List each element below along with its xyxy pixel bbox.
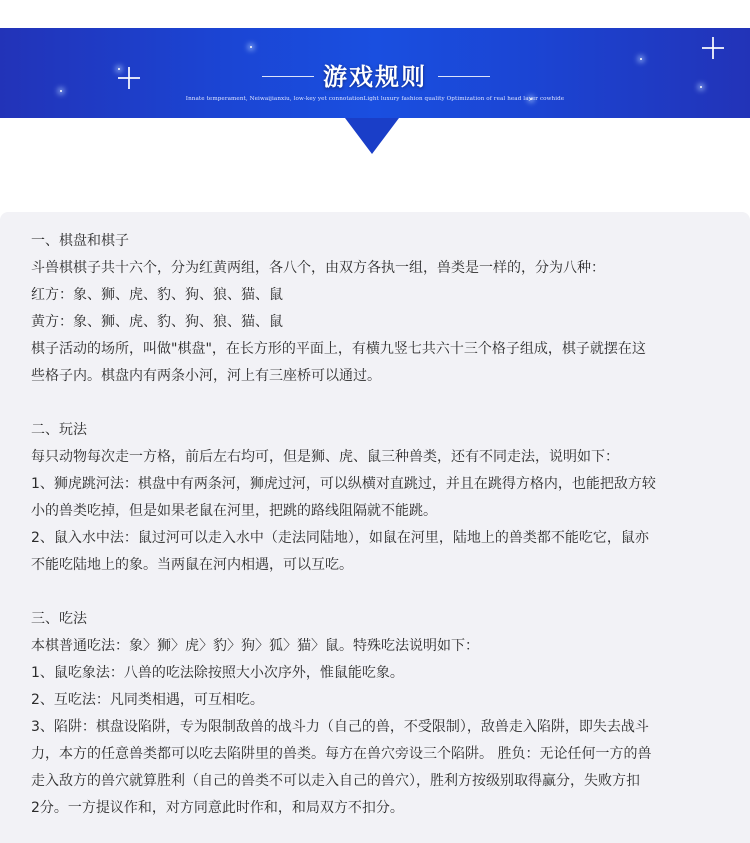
rule-line: 1、狮虎跳河法：棋盘中有两条河，狮虎过河，可以纵横对直跳过，并且在跳得方格内，也能把敌方较 [31, 476, 656, 492]
rule-line: 走入敌方的兽穴就算胜利（自己的兽类不可以走入自己的兽穴），胜利方按级别取得赢分，失败方扣 [31, 773, 640, 789]
rule-line: 2分。一方提议作和，对方同意此时作和，和局双方不扣分。 [31, 800, 404, 816]
title-wrap [0, 62, 750, 92]
rule-line: 红方：象、狮、虎、豹、狗、狼、猫、鼠 [31, 287, 283, 303]
rule-line: 小的兽类吃掉，但是如果老鼠在河里，把跳的路线阻隔就不能跳。 [31, 503, 437, 519]
section-heading: 三、吃法 [31, 611, 87, 627]
section-capture [31, 606, 721, 822]
rule-line: 1、鼠吃象法：八兽的吃法除按照大小次序外，惟鼠能吃象。 [31, 665, 404, 681]
rule-line: 3、陷阱：棋盘设陷阱，专为限制敌兽的战斗力（自己的兽，不受限制），敌兽走入陷阱，即失去战斗 [31, 719, 649, 735]
section-gameplay [31, 417, 721, 579]
sparkle-icon [250, 46, 252, 48]
section-gap [31, 390, 721, 417]
page-title: 游戏规则 [323, 63, 427, 91]
banner-subtitle: Innate temperament, Neiwaijianxiu, low-key yet connotationLight luxury fashion quality Optimization of real head layer cowhide [185, 96, 565, 102]
rule-line: 不能吃陆地上的象。当两鼠在河内相遇，可以互吃。 [31, 557, 353, 573]
banner-arrow-icon [345, 118, 399, 154]
rule-line: 棋子活动的场所，叫做"棋盘"，在长方形的平面上，有横九竖七共六十三个格子组成，棋子就摆在这 [31, 341, 646, 357]
rule-line: 些格子内。棋盘内有两条小河，河上有三座桥可以通过。 [31, 368, 381, 384]
rule-line: 每只动物每次走一方格，前后左右均可，但是狮、虎、鼠三种兽类，还有不同走法，说明如下： [31, 449, 619, 465]
rules-content [31, 228, 721, 822]
sparkle-icon [640, 58, 642, 60]
section-gap [31, 579, 721, 606]
section-board-pieces [31, 228, 721, 390]
rule-line: 2、互吃法：凡同类相遇，可互相吃。 [31, 692, 264, 708]
section-heading: 一、棋盘和棋子 [31, 233, 129, 249]
rule-line: 黄方：象、狮、虎、豹、狗、狼、猫、鼠 [31, 314, 283, 330]
rule-line: 斗兽棋棋子共十六个，分为红黄两组，各八个，由双方各执一组，兽类是一样的，分为八种： [31, 260, 605, 276]
rule-line: 本棋普通吃法：象〉狮〉虎〉豹〉狗〉狐〉猫〉鼠。特殊吃法说明如下： [31, 638, 479, 654]
section-heading: 二、玩法 [31, 422, 87, 438]
rule-line: 力，本方的任意兽类都可以吃去陷阱里的兽类。每方在兽穴旁设三个陷阱。 胜负：无论任何一方的兽 [31, 746, 652, 762]
rule-line: 2、鼠入水中法：鼠过河可以走入水中（走法同陆地），如鼠在河里，陆地上的兽类都不能吃它，鼠亦 [31, 530, 649, 546]
